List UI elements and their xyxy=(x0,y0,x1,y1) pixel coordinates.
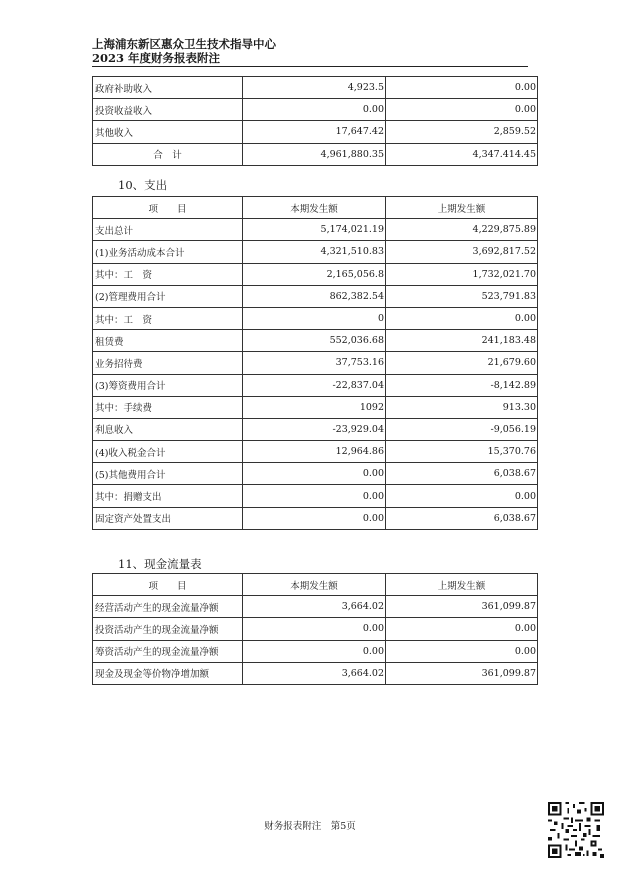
prior-amount: 0.00 xyxy=(386,618,538,640)
row-label: 其中：工 资 xyxy=(93,263,243,285)
cashflow-table xyxy=(92,573,538,685)
current-amount: 4,923.5 xyxy=(243,77,386,99)
current-amount: 0.00 xyxy=(243,463,386,485)
table-row xyxy=(93,330,538,352)
current-amount: 552,036.68 xyxy=(243,330,386,352)
expense-section-title: 10、支出 xyxy=(118,178,168,192)
prior-amount: 1,732,021.70 xyxy=(386,263,538,285)
row-label: (1)业务活动成本合计 xyxy=(93,241,243,263)
column-header-current: 本期发生额 xyxy=(243,574,386,596)
column-header-current: 本期发生额 xyxy=(243,197,386,219)
row-label: 利息收入 xyxy=(93,418,243,440)
row-label: 支出总计 xyxy=(93,219,243,241)
prior-amount: 6,038.67 xyxy=(386,463,538,485)
table-row xyxy=(93,596,538,618)
table-row xyxy=(93,618,538,640)
prior-amount: 0.00 xyxy=(386,99,538,121)
table-row xyxy=(93,241,538,263)
row-label: 固定资产处置支出 xyxy=(93,507,243,529)
table-row xyxy=(93,396,538,418)
prior-amount: -9,056.19 xyxy=(386,418,538,440)
row-label: 经营活动产生的现金流量净额 xyxy=(93,596,243,618)
current-amount: 3,664.02 xyxy=(243,596,386,618)
column-header-item: 项 目 xyxy=(93,574,243,596)
row-label: 政府补助收入 xyxy=(93,77,243,99)
current-amount: 2,165,056.8 xyxy=(243,263,386,285)
table-row xyxy=(93,640,538,662)
table-row xyxy=(93,441,538,463)
prior-amount: 361,099.87 xyxy=(386,596,538,618)
organization-name: 上海浦东新区惠众卫生技术指导中心 xyxy=(92,37,276,51)
current-amount: 0.00 xyxy=(243,618,386,640)
prior-amount: 0.00 xyxy=(386,307,538,329)
current-amount: 12,964.86 xyxy=(243,441,386,463)
column-header-prior: 上期发生额 xyxy=(386,574,538,596)
current-amount: 862,382.54 xyxy=(243,285,386,307)
header-row xyxy=(93,197,538,219)
table-row xyxy=(93,219,538,241)
prior-amount: -8,142.89 xyxy=(386,374,538,396)
prior-amount: 15,370.76 xyxy=(386,441,538,463)
prior-amount: 3,692,817.52 xyxy=(386,241,538,263)
cashflow-section-title: 11、现金流量表 xyxy=(118,557,202,571)
row-label: 业务招待费 xyxy=(93,352,243,374)
prior-amount: 523,791.83 xyxy=(386,285,538,307)
document-title: 2023 年度财务报表附注 xyxy=(92,51,221,65)
table-row xyxy=(93,285,538,307)
column-header-prior: 上期发生额 xyxy=(386,197,538,219)
prior-amount: 361,099.87 xyxy=(386,662,538,684)
row-label: 筹资活动产生的现金流量净额 xyxy=(93,640,243,662)
table-row xyxy=(93,418,538,440)
table-row xyxy=(93,99,538,121)
prior-amount: 4,229,875.89 xyxy=(386,219,538,241)
row-label: (5)其他费用合计 xyxy=(93,463,243,485)
prior-amount: 0.00 xyxy=(386,485,538,507)
row-label: (2)管理费用合计 xyxy=(93,285,243,307)
row-label: 租赁费 xyxy=(93,330,243,352)
qr-code-icon xyxy=(548,802,604,858)
current-amount: -22,837.04 xyxy=(243,374,386,396)
total-row xyxy=(93,143,538,165)
row-label: 现金及现金等价物净增加额 xyxy=(93,662,243,684)
table-row xyxy=(93,374,538,396)
current-amount: 37,753.16 xyxy=(243,352,386,374)
table-row xyxy=(93,662,538,684)
current-amount: 4,321,510.83 xyxy=(243,241,386,263)
row-label: 投资活动产生的现金流量净额 xyxy=(93,618,243,640)
table-row xyxy=(93,77,538,99)
income-table xyxy=(92,76,538,166)
row-label: 其中：捐赠支出 xyxy=(93,485,243,507)
expense-table xyxy=(92,196,538,530)
table-row xyxy=(93,507,538,529)
prior-amount: 2,859.52 xyxy=(386,121,538,143)
prior-amount: 4,347.414.45 xyxy=(386,143,538,165)
table-row xyxy=(93,263,538,285)
prior-amount: 21,679.60 xyxy=(386,352,538,374)
prior-amount: 0.00 xyxy=(386,640,538,662)
table-row xyxy=(93,307,538,329)
prior-amount: 241,183.48 xyxy=(386,330,538,352)
header-rule xyxy=(92,66,528,67)
current-amount: 0.00 xyxy=(243,507,386,529)
column-header-item: 项 目 xyxy=(93,197,243,219)
current-amount: 0.00 xyxy=(243,485,386,507)
row-label: 其中：工 资 xyxy=(93,307,243,329)
table-row xyxy=(93,121,538,143)
current-amount: 4,961,880.35 xyxy=(243,143,386,165)
row-label: (3)筹资费用合计 xyxy=(93,374,243,396)
row-label: 其中：手续费 xyxy=(93,396,243,418)
header-row xyxy=(93,574,538,596)
table-row xyxy=(93,352,538,374)
current-amount: 0 xyxy=(243,307,386,329)
table-row xyxy=(93,463,538,485)
prior-amount: 6,038.67 xyxy=(386,507,538,529)
current-amount: 17,647.42 xyxy=(243,121,386,143)
row-label: 其他收入 xyxy=(93,121,243,143)
current-amount: -23,929.04 xyxy=(243,418,386,440)
current-amount: 1092 xyxy=(243,396,386,418)
prior-amount: 913.30 xyxy=(386,396,538,418)
total-label: 合 计 xyxy=(93,143,243,165)
current-amount: 5,174,021.19 xyxy=(243,219,386,241)
row-label: 投资收益收入 xyxy=(93,99,243,121)
page-footer: 财务报表附注 第5页 xyxy=(264,821,356,832)
row-label: (4)收入税金合计 xyxy=(93,441,243,463)
current-amount: 3,664.02 xyxy=(243,662,386,684)
prior-amount: 0.00 xyxy=(386,77,538,99)
table-row xyxy=(93,485,538,507)
current-amount: 0.00 xyxy=(243,640,386,662)
current-amount: 0.00 xyxy=(243,99,386,121)
document-header xyxy=(92,37,528,67)
